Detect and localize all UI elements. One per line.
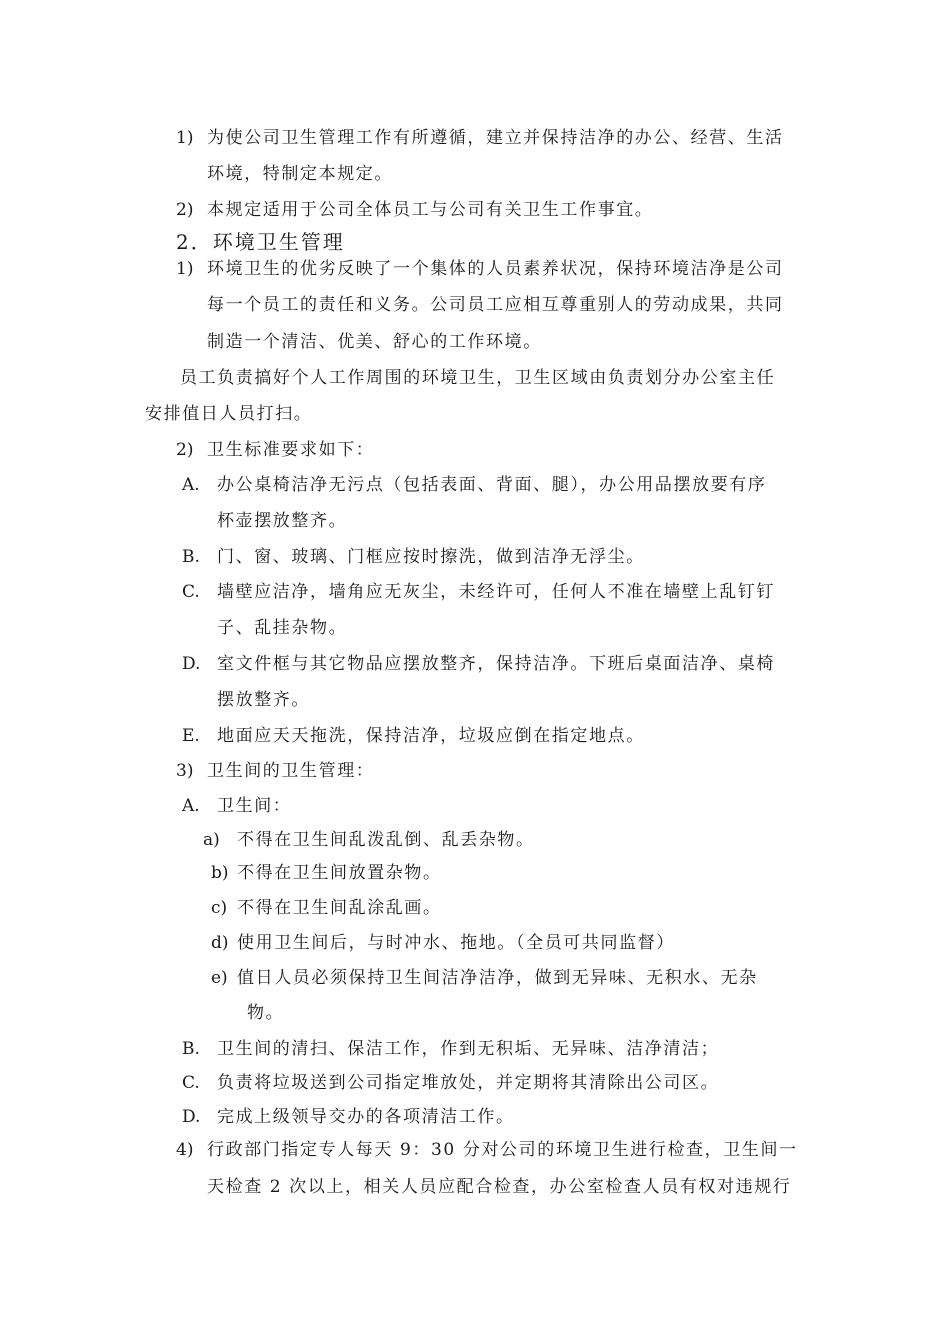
list-number: 4) — [176, 1140, 194, 1160]
toilet-letter: B. — [182, 1039, 200, 1059]
standard-letter: E. — [182, 726, 200, 746]
rule-text: 值日人员必须保持卫生间洁净洁净，做到无异味、无积水、无杂 — [237, 968, 758, 988]
rule-text: 不得在卫生间乱涂乱画。 — [237, 898, 442, 918]
section-heading: 2．环境卫生管理 — [176, 230, 345, 254]
standard-text: 墙壁应洁净，墙角应无灰尘，未经许可，任何人不准在墙壁上乱钉钉 — [217, 582, 775, 602]
list-item-text: 天检查 2 次以上，相关人员应配合检查，办公室检查人员有权对违规行 — [207, 1177, 792, 1197]
toilet-text: 卫生间的清扫、保洁工作，作到无积垢、无异味、洁净清洁； — [217, 1039, 720, 1059]
list-item-text: 本规定适用于公司全体员工与公司有关卫生工作事宜。 — [207, 200, 654, 220]
rule-mark: a) — [203, 830, 220, 850]
toilet-letter: C. — [182, 1073, 200, 1093]
rule-text: 物。 — [247, 1003, 285, 1023]
list-item-text: 卫生标准要求如下： — [207, 440, 375, 460]
list-number: 2) — [176, 440, 194, 460]
list-number: 1) — [176, 128, 194, 148]
toilet-letter: D. — [182, 1107, 201, 1127]
rule-text: 不得在卫生间乱泼乱倒、乱丢杂物。 — [237, 830, 535, 850]
paragraph-text: 员工负责搞好个人工作周围的环境卫生，卫生区域由负责划分办公室主任 — [180, 368, 776, 388]
rule-mark: d) — [211, 933, 229, 953]
standard-text: 杯壶摆放整齐。 — [217, 511, 348, 531]
list-item-text: 为使公司卫生管理工作有所遵循，建立并保持洁净的办公、经营、生活 — [207, 128, 784, 148]
toilet-text: 卫生间： — [217, 796, 292, 816]
standard-text: 室文件框与其它物品应摆放整齐，保持洁净。下班后桌面洁净、桌椅 — [217, 654, 775, 674]
paragraph-text: 安排值日人员打扫。 — [145, 404, 313, 424]
standard-text: 摆放整齐。 — [217, 690, 310, 710]
list-item-text: 每一个员工的责任和义务。公司员工应相互尊重别人的劳动成果，共同 — [207, 295, 784, 315]
standard-letter: B. — [182, 547, 200, 567]
toilet-text: 完成上级领导交办的各项清洁工作。 — [217, 1107, 515, 1127]
rule-mark: b) — [211, 863, 229, 883]
rule-mark: e) — [211, 968, 228, 988]
list-item-text: 环境卫生的优劣反映了一个集体的人员素养状况，保持环境洁净是公司 — [207, 259, 784, 279]
standard-text: 办公桌椅洁净无污点（包括表面、背面、腿），办公用品摆放要有序 — [217, 475, 767, 495]
toilet-text: 负责将垃圾送到公司指定堆放处，并定期将其清除出公司区。 — [217, 1073, 720, 1093]
list-number: 2) — [176, 200, 194, 220]
list-item-text: 制造一个清洁、优美、舒心的工作环境。 — [207, 332, 542, 352]
list-number: 1) — [176, 259, 194, 279]
standard-text: 门、窗、玻璃、门框应按时擦洗，做到洁净无浮尘。 — [217, 547, 645, 567]
standard-text: 子、乱挂杂物。 — [217, 618, 348, 638]
list-item-text: 卫生间的卫生管理： — [207, 761, 375, 781]
list-item-text: 环境，特制定本规定。 — [207, 164, 393, 184]
rule-text: 使用卫生间后，与时冲水、拖地。（全员可共同监督） — [237, 933, 675, 953]
toilet-letter: A. — [182, 796, 200, 816]
rule-text: 不得在卫生间放置杂物。 — [237, 863, 442, 883]
list-number: 3) — [176, 761, 194, 781]
rule-mark: c) — [211, 898, 228, 918]
standard-letter: C. — [182, 582, 200, 602]
standard-text: 地面应天天拖洗，保持洁净，垃圾应倒在指定地点。 — [217, 726, 645, 746]
standard-letter: D. — [182, 654, 201, 674]
list-item-text: 行政部门指定专人每天 9：30 分对公司的环境卫生进行检查，卫生间一 — [207, 1140, 798, 1160]
standard-letter: A. — [182, 475, 200, 495]
